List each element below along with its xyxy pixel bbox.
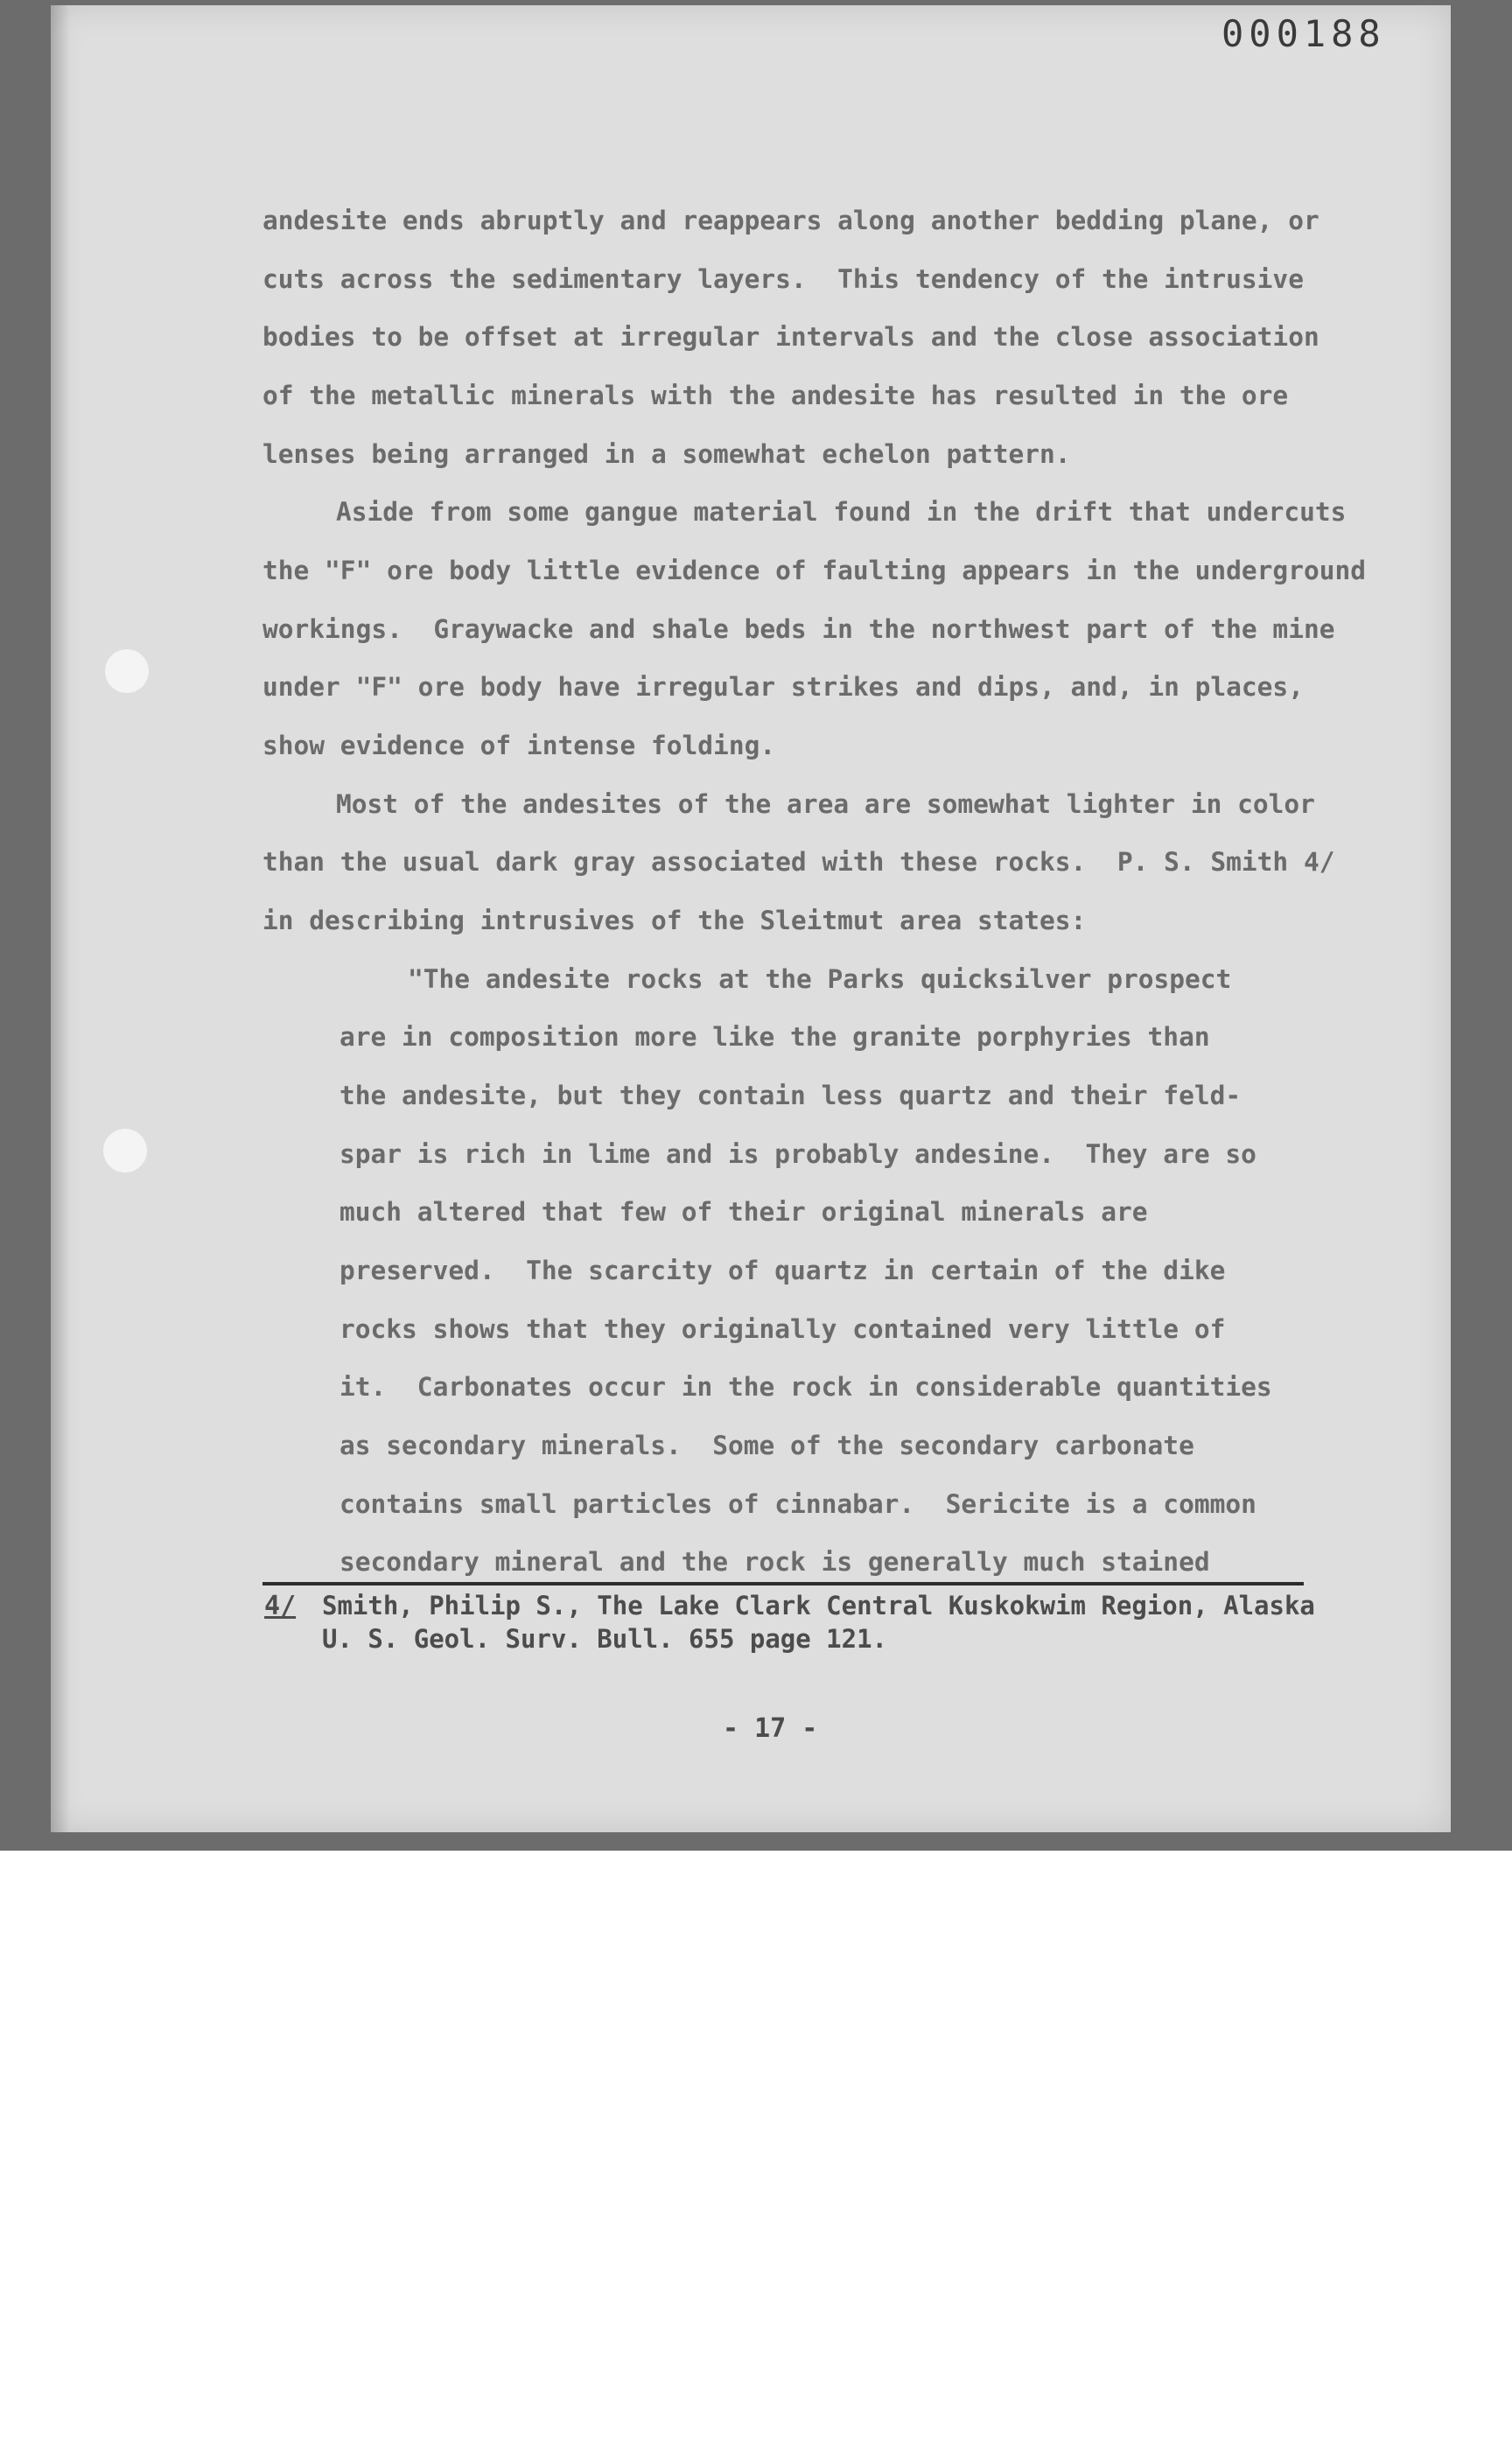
quote-line: preserved. The scarcity of quartz in certain of the dike (340, 1256, 1226, 1285)
text-line: of the metallic minerals with the andesite has resulted in the ore (262, 381, 1289, 410)
quote-line: it. Carbonates occur in the rock in considerable quantities (340, 1372, 1272, 1402)
text-line: Most of the andesites of the area are somewhat lighter in color (336, 789, 1315, 819)
quote-line: as secondary minerals. Some of the secondary carbonate (340, 1431, 1194, 1460)
quote-line: secondary mineral and the rock is generally much stained (340, 1547, 1210, 1577)
page-number: - 17 - (723, 1713, 818, 1744)
text-line: workings. Graywacke and shale beds in the northwest part of the mine (262, 614, 1335, 644)
quote-line: much altered that few of their original minerals are (340, 1197, 1148, 1227)
text-line: andesite ends abruptly and reappears along another bedding plane, or (262, 206, 1320, 235)
text-line: show evidence of intense folding. (262, 731, 776, 760)
footnote-line: Smith, Philip S., The Lake Clark Central Kuskokwim Region, Alaska (322, 1591, 1315, 1620)
quote-line: rocks shows that they originally contained very little of (340, 1314, 1226, 1344)
text-line: bodies to be offset at irregular intervals and the close association (262, 322, 1320, 352)
quote-line: contains small particles of cinnabar. Sericite is a common (340, 1489, 1256, 1519)
text-line: cuts across the sedimentary layers. This tendency of the intrusive (262, 264, 1304, 294)
document-number: 000188 (1222, 12, 1386, 55)
text-line: lenses being arranged in a somewhat echelon pattern. (262, 439, 1071, 469)
punch-hole-top (105, 649, 149, 693)
footnote-line: U. S. Geol. Surv. Bull. 655 page 121. (322, 1624, 888, 1654)
quote-line: spar is rich in lime and is probably andesine. They are so (340, 1139, 1256, 1169)
text-line: under "F" ore body have irregular strikes and dips, and, in places, (262, 672, 1304, 702)
text-line: Aside from some gangue material found in the drift that undercuts (336, 497, 1347, 527)
footnote-marker: 4/ (264, 1591, 297, 1621)
punch-hole-bottom (103, 1129, 147, 1172)
page-edge-shadow (51, 5, 70, 1832)
quote-line: "The andesite rocks at the Parks quicksilver prospect (408, 964, 1232, 994)
text-line: in describing intrusives of the Sleitmut area states: (262, 906, 1087, 935)
text-line: the "F" ore body little evidence of faulting appears in the underground (262, 556, 1366, 585)
text-line: than the usual dark gray associated with these rocks. P. S. Smith 4/ (262, 847, 1335, 877)
footnote-separator (262, 1582, 1304, 1586)
quote-line: are in composition more like the granite porphyries than (340, 1022, 1210, 1052)
quote-line: the andesite, but they contain less quartz and their feld- (340, 1081, 1242, 1110)
